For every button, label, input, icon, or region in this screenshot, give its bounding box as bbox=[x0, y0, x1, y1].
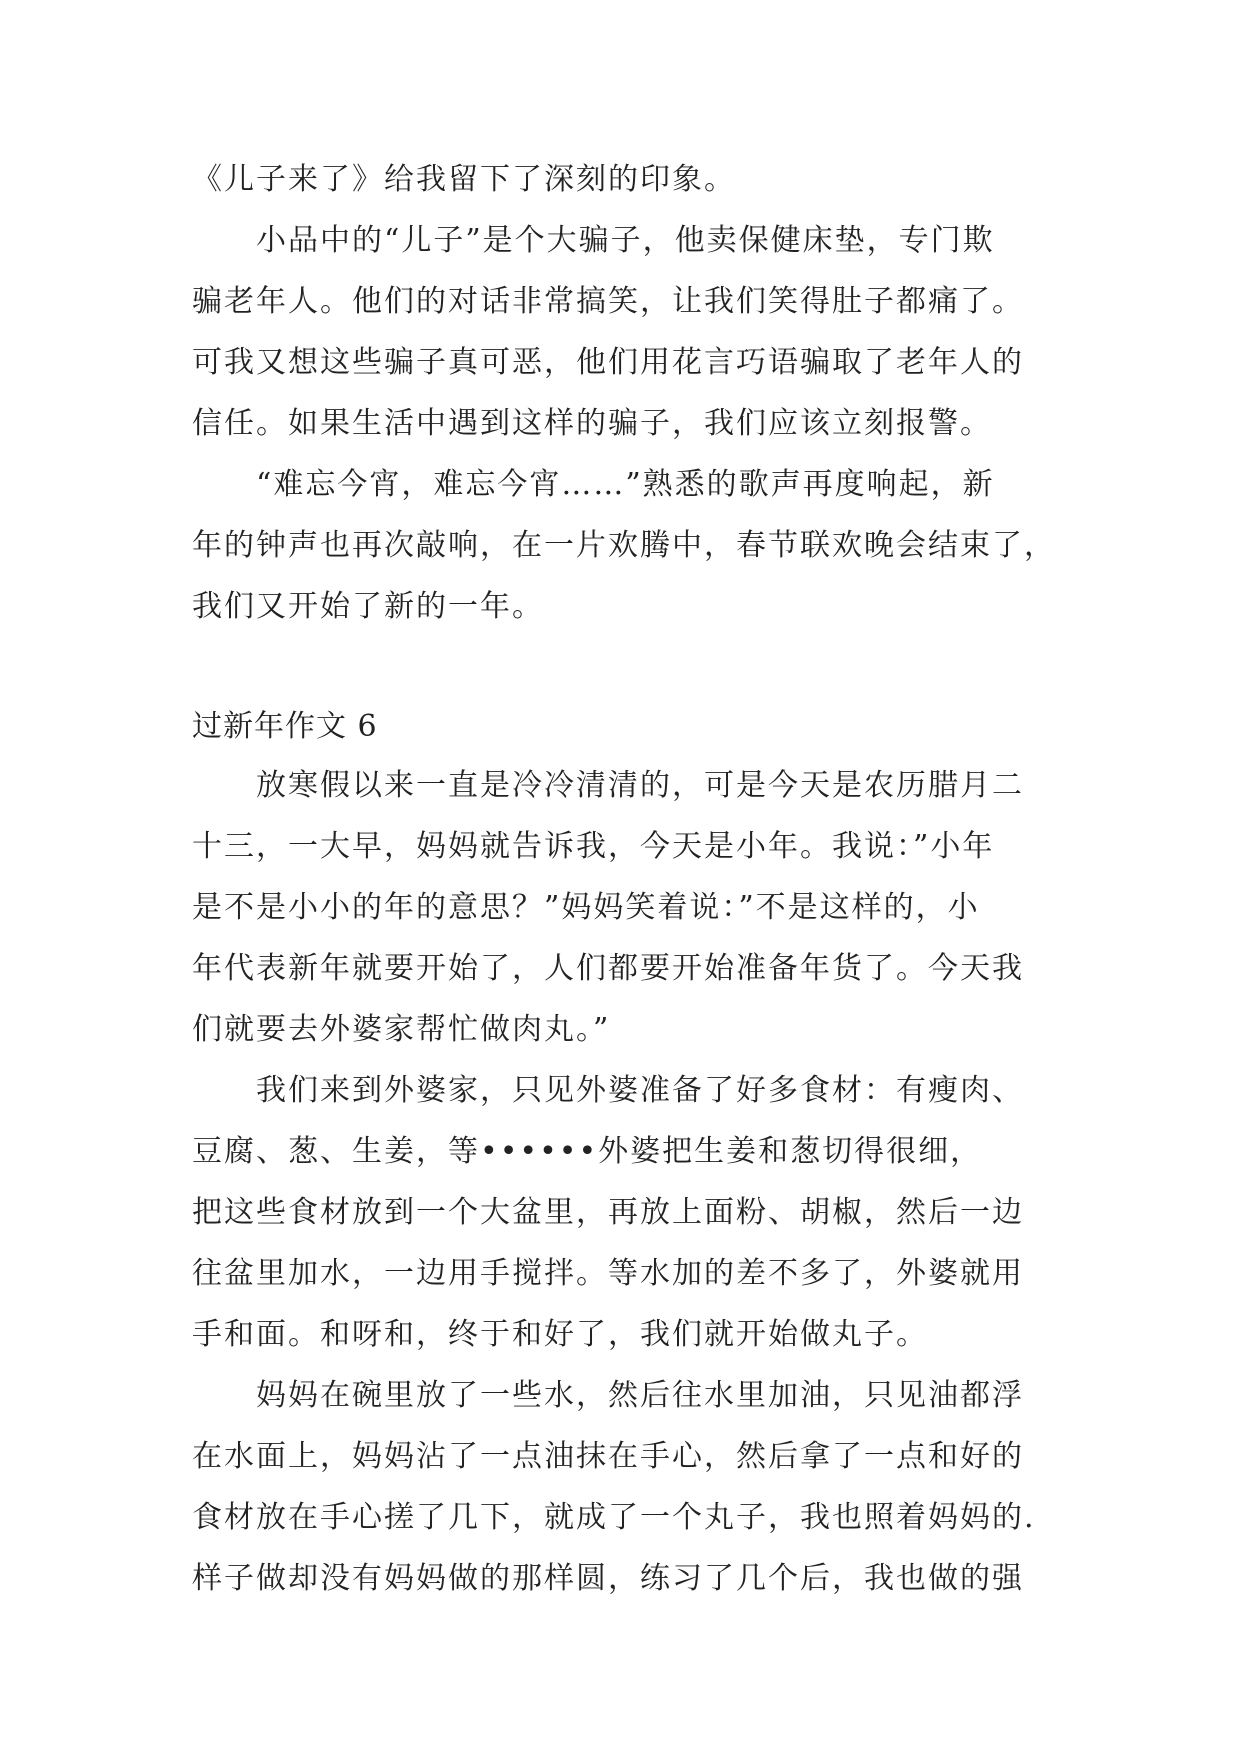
text-line: 年的钟声也再次敲响，在一片欢腾中，春节联欢晚会结束了， bbox=[192, 528, 1056, 563]
text-line: 食材放在手心搓了几下，就成了一个丸子，我也照着妈妈的. bbox=[192, 1500, 1036, 1535]
paragraph-start: 妈妈在碗里放了一些水，然后往水里加油，只见油都浮 bbox=[256, 1378, 1024, 1413]
text-line: 在水面上，妈妈沾了一点油抹在手心，然后拿了一点和好的 bbox=[192, 1439, 1024, 1474]
text-line: 《儿子来了》给我留下了深刻的印象。 bbox=[192, 162, 736, 197]
text-line: 信任。如果生活中遇到这样的骗子，我们应该立刻报警。 bbox=[192, 406, 992, 441]
text-line: 是不是小小的年的意思？”妈妈笑着说：”不是这样的，小 bbox=[192, 890, 980, 925]
text-line: 十三，一大早，妈妈就告诉我，今天是小年。我说：”小年 bbox=[192, 829, 995, 864]
paragraph-start: 放寒假以来一直是冷冷清清的，可是今天是农历腊月二 bbox=[256, 768, 1024, 803]
text-line: 可我又想这些骗子真可恶，他们用花言巧语骗取了老年人的 bbox=[192, 345, 1024, 380]
text-line: 我们又开始了新的一年。 bbox=[192, 589, 544, 624]
text-line: 手和面。和呀和，终于和好了，我们就开始做丸子。 bbox=[192, 1317, 928, 1352]
text-line: 年代表新年就要开始了，人们都要开始准备年货了。今天我 bbox=[192, 951, 1024, 986]
text-line: 往盆里加水，一边用手搅拌。等水加的差不多了，外婆就用 bbox=[192, 1256, 1024, 1291]
essay-title: 过新年作文 6 bbox=[192, 709, 378, 744]
paragraph-start: “难忘今宵，难忘今宵……”熟悉的歌声再度响起，新 bbox=[256, 467, 995, 502]
text-line: 骗老年人。他们的对话非常搞笑，让我们笑得肚子都痛了。 bbox=[192, 284, 1024, 319]
text-line: 样子做却没有妈妈做的那样圆，练习了几个后，我也做的强 bbox=[192, 1561, 1024, 1596]
text-line: 们就要去外婆家帮忙做肉丸。” bbox=[192, 1012, 611, 1047]
paragraph-start: 我们来到外婆家，只见外婆准备了好多食材：有瘦肉、 bbox=[256, 1073, 1024, 1108]
text-line: 豆腐、葱、生姜，等••••••外婆把生姜和葱切得很细， bbox=[192, 1134, 983, 1169]
paragraph-start: 小品中的“儿子”是个大骗子，他卖保健床垫，专门欺 bbox=[256, 223, 995, 258]
text-line: 把这些食材放到一个大盆里，再放上面粉、胡椒，然后一边 bbox=[192, 1195, 1024, 1230]
